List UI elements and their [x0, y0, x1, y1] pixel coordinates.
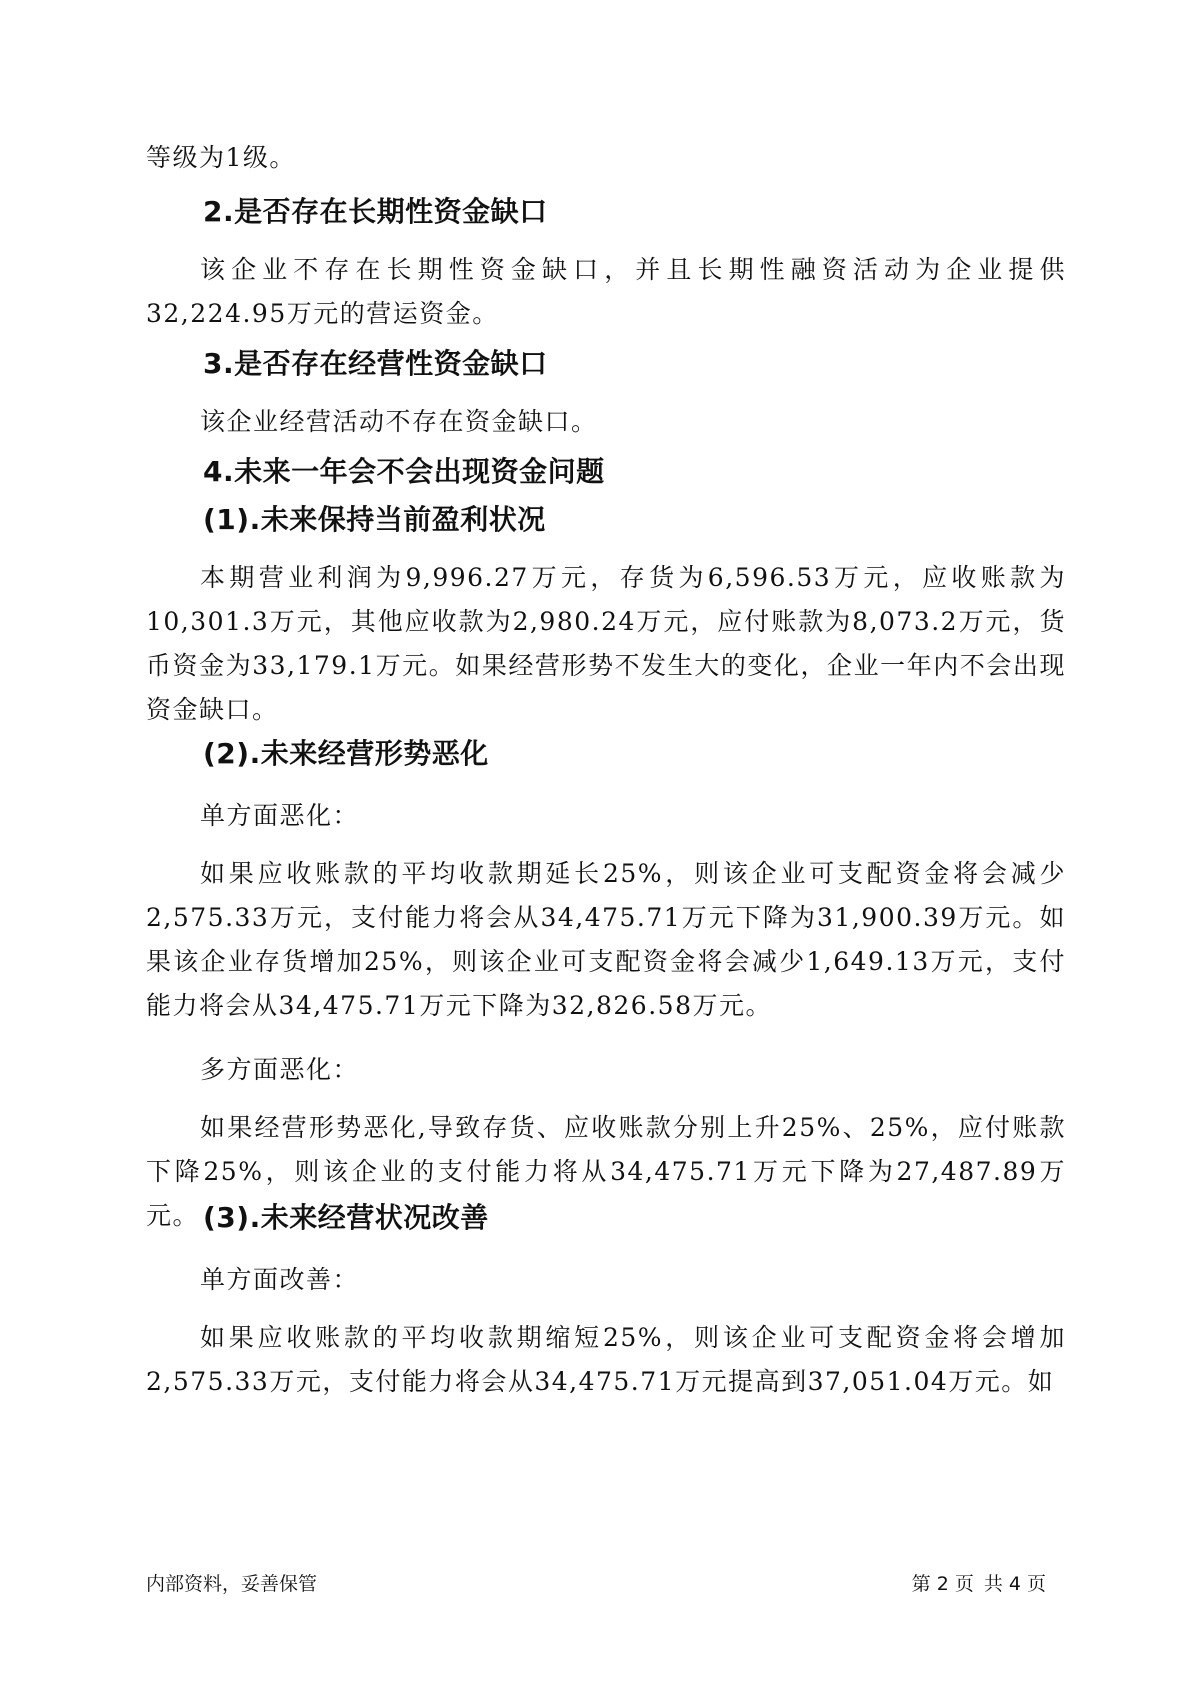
- heading-long-term-gap: 2.是否存在长期性资金缺口: [203, 195, 548, 228]
- footer-total-pages: 共 4 页: [983, 1573, 1046, 1595]
- paragraph-multi-worsen-label: 多方面恶化：: [200, 1055, 360, 1084]
- heading-keep-profit: (1).未来保持当前盈利状况: [203, 503, 546, 536]
- paragraph-operating-gap: 该企业经营活动不存在资金缺口。: [200, 407, 598, 436]
- footer-confidential: 内部资料，妥善保管: [146, 1573, 318, 1595]
- paragraph-single-worsen: 如果应收账款的平均收款期延长25%，则该企业可支配资金将会减少2,575.33万元，支付能力将会从34,475.71万元下降为31,900.39万元。如果该企业存货增加25%，则该企业可支配资金将会减少1,649.13万元，支付能力将会从34,475.71万元下降为32,826.58万元。: [146, 859, 1066, 1020]
- paragraph-single-improve-label: 单方面改善：: [200, 1265, 360, 1294]
- paragraph-multi-worsen: 如果经营形势恶化,导致存货、应收账款分别上升25%、25%，应付账款下降25%，则该企业的支付能力将从34,475.71万元下降为27,487.89万元。: [146, 1113, 1066, 1230]
- heading-worsen: (2).未来经营形势恶化: [203, 737, 489, 770]
- heading-improve: (3).未来经营状况改善: [203, 1201, 489, 1234]
- paragraph-single-improve: 如果应收账款的平均收款期缩短25%，则该企业可支配资金将会增加2,575.33万元，支付能力将会从34,475.71万元提高到37,051.04万元。如: [146, 1323, 1066, 1396]
- heading-operating-gap: 3.是否存在经营性资金缺口: [203, 347, 548, 380]
- paragraph-long-term-gap: 该企业不存在长期性资金缺口，并且长期性融资活动为企业提供32,224.95万元的营运资金。: [146, 255, 1066, 328]
- footer-current-page: 第 2 页: [911, 1573, 974, 1595]
- paragraph-single-worsen-label: 单方面恶化：: [200, 801, 360, 830]
- paragraph-keep-profit: 本期营业利润为9,996.27万元，存货为6,596.53万元，应收账款为10,301.3万元，其他应收款为2,980.24万元，应付账款为8,073.2万元，货币资金为33,179.1万元。如果经营形势不发生大的变化，企业一年内不会出现资金缺口。: [146, 563, 1066, 724]
- footer-page-number: [912, 1571, 1046, 1597]
- heading-next-year: 4.未来一年会不会出现资金问题: [203, 455, 605, 488]
- paragraph-continuation: 等级为1级。: [146, 143, 296, 172]
